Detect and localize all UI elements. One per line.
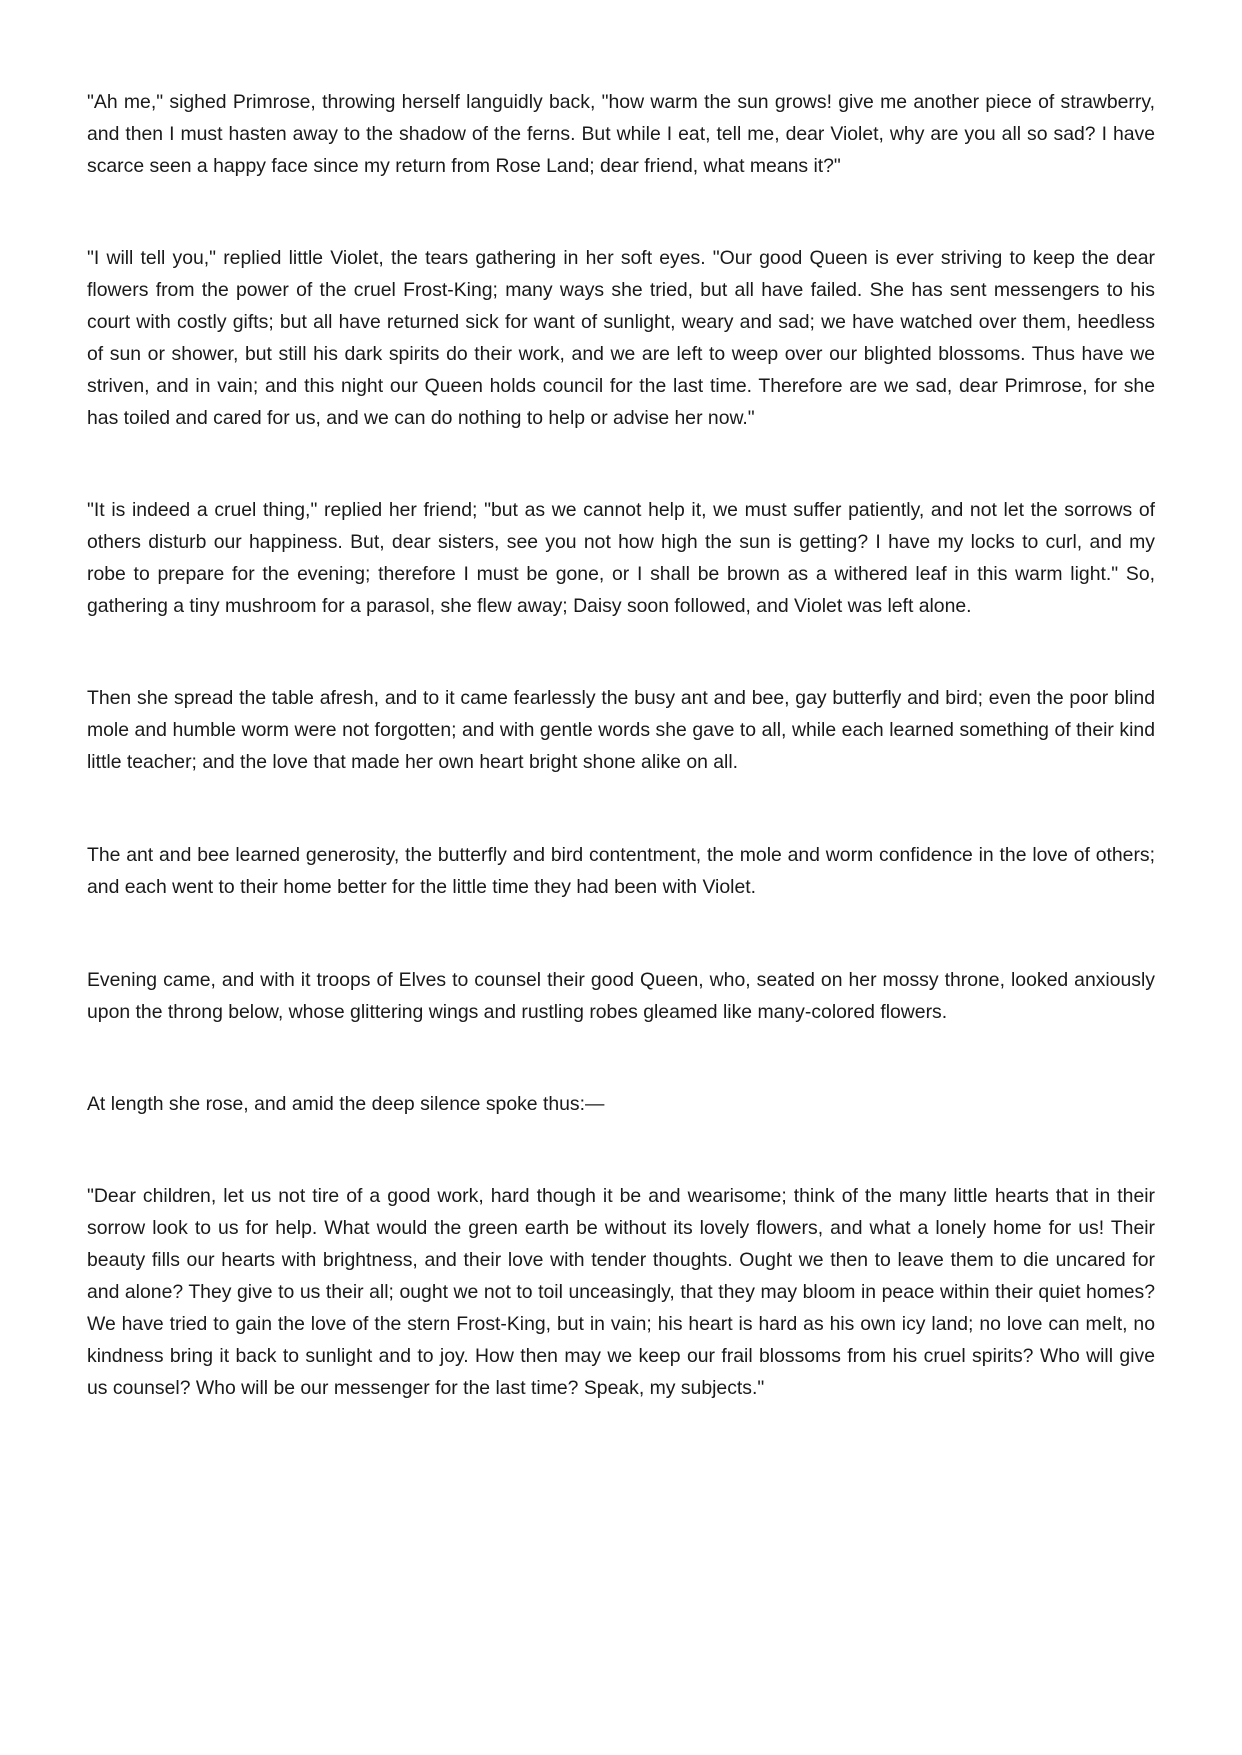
paragraph-primrose-question: "Ah me," sighed Primrose, throwing herself languidly back, "how warm the sun grows! give me another piece of strawberry, and then I must hasten away to the shadow of the ferns. But while I eat, tell me, dear Violet, why are you all so sad? I have scarce seen a happy face since my return from Rose Land; dear friend, what means it?" <box>87 91 1155 177</box>
paragraph-violet-reply: "I will tell you," replied little Violet, the tears gathering in her soft eyes. "Our good Queen is ever striving to keep the dear flowers from the power of the cruel Frost-King; many ways she tried, but all have failed. She has sent messengers to his court with costly gifts; but all have returned sick for want of sunlight, weary and sad; we have watched over them, heedless of sun or shower, but still his dark spirits do their work, and we are left to weep over our blighted blossoms. Thus have we striven, and in vain; and this night our Queen holds council for the last time. Therefore are we sad, dear Primrose, for she has toiled and cared for us, and we can do nothing to help or advise her now." <box>87 247 1155 429</box>
paragraph-queen-speech: "Dear children, let us not tire of a good work, hard though it be and wearisome; think of the many little hearts that in their sorrow look to us for help. What would the green earth be without its lovely flowers, and what a lonely home for us! Their beauty fills our hearts with brightness, and their love with tender thoughts. Ought we then to leave them to die uncared for and alone? They give to us their all; ought we not to toil unceasingly, that they may bloom in peace within their quiet homes? We have tried to gain the love of the stern Frost-King, but in vain; his heart is hard as his own icy land; no love can melt, no kindness bring it back to sunlight and to joy. How then may we keep our frail blossoms from his cruel spirits? Who will give us counsel? Who will be our messenger for the last time? Speak, my subjects." <box>87 1185 1155 1399</box>
paragraph-evening-came: Evening came, and with it troops of Elves to counsel their good Queen, who, seated on her mossy throne, looked anxiously upon the throng below, whose glittering wings and rustling robes gleamed like many-colored flowers. <box>87 969 1155 1023</box>
paragraph-queen-rose: At length she rose, and amid the deep silence spoke thus:— <box>87 1093 605 1115</box>
paragraph-friend-reply: "It is indeed a cruel thing," replied her friend; "but as we cannot help it, we must suffer patiently, and not let the sorrows of others disturb our happiness. But, dear sisters, see you not how high the sun is getting? I have my locks to curl, and my robe to prepare for the evening; therefore I must be gone, or I shall be brown as a withered leaf in this warm light." So, gathering a tiny mushroom for a parasol, she flew away; Daisy soon followed, and Violet was left alone. <box>87 499 1155 617</box>
paragraph-lessons-learned: The ant and bee learned generosity, the butterfly and bird contentment, the mole and worm confidence in the love of others; and each went to their home better for the little time they had been with Violet. <box>87 844 1155 898</box>
document-page <box>87 86 1155 1404</box>
paragraph-table-afresh: Then she spread the table afresh, and to it came fearlessly the busy ant and bee, gay butterfly and bird; even the poor blind mole and humble worm were not forgotten; and with gentle words she gave to all, while each learned something of their kind little teacher; and the love that made her own heart bright shone alike on all. <box>87 687 1155 773</box>
